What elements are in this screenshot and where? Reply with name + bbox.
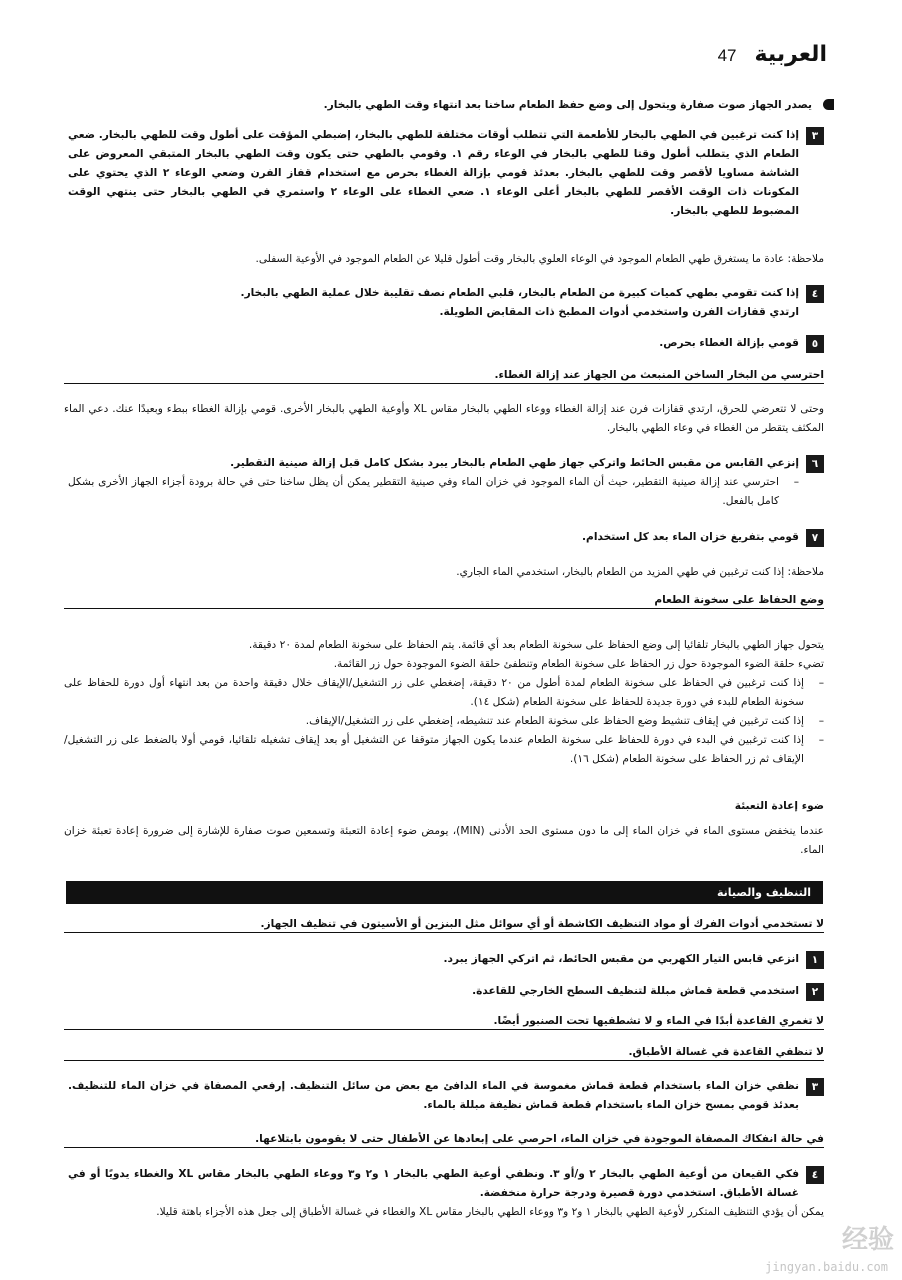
step-number: ٣: [806, 1078, 824, 1096]
step-text-2: ارتدي قفازات الفرن واستخدمي أدوات المطبخ ذات المقابض الطويلة.: [439, 306, 799, 318]
keep-warm-para-1: يتحول جهاز الطهي بالبخار تلقائيا إلى وضع الحفاظ على سخونة الطعام بعد أي قائمة. يتم الحفاظ على سخونة الطعام لمدة ٢٠ دقيقة.: [248, 639, 824, 651]
step-text: انزعي قابس التيار الكهربي من مقبس الحائط، ثم اتركي الجهاز يبرد.: [443, 953, 799, 965]
dash-marker: –: [818, 715, 824, 727]
step-text: إذا كنت تقومي بطهي كميات كبيرة من الطعام بالبخار، قلبي الطعام نصف تقليبة خلال عملية الطهي بالبخار.: [240, 287, 799, 299]
cleaning-step-1: [68, 950, 824, 969]
note-2: ملاحظة: إذا كنت ترغبين في طهي المزيد من الطعام بالبخار، استخدمي الماء الجاري.: [456, 566, 824, 578]
cleaning-warning-4: في حالة انفكاك المصفاة الموجودة في خزان الماء، احرصي على إبعادها عن الأطفال حتى لا يقومون بابتلاعها.: [64, 1133, 824, 1148]
language-title: العربية: [754, 42, 827, 67]
cleaning-step-2: [68, 982, 824, 1001]
page-header: [718, 42, 827, 67]
step-text: قومي بتفريغ خزان الماء بعد كل استخدام.: [582, 531, 799, 543]
dash-text: إذا كنت ترغبين في الحفاظ على سخونة الطعام لمدة أطول من ٢٠ دقيقة، إضغطي على زر التشغيل/الإيقاف خلال دقيقة واحدة من بعد انتهاء أول دورة للحفاظ على سخونة الطعام للبدء في دورة جديدة للحفاظ على سخونة الطعام (شكل ١٤).: [64, 677, 804, 708]
dash-text: إذا كنت ترغبين في إيقاف تنشيط وضع الحفاظ على سخونة الطعام عند تنشيطه، إضغطي على زر التشغيل/الإيقاف.: [305, 715, 804, 727]
page-number: 47: [717, 46, 737, 65]
refill-heading: ضوء إعادة التعبئة: [734, 800, 824, 812]
cleaning-warning-3: لا تنظفي القاعدة في غسالة الأطباق.: [64, 1046, 824, 1061]
step-number: ٢: [806, 983, 824, 1001]
step-text: قومي بإزالة الغطاء بحرص.: [659, 337, 799, 349]
keep-warm-para-2: تضيء حلقة الضوء الموجودة حول زر الحفاظ على سخونة الطعام وتنطفئ حلقة الضوء الموجودة حول زر القائمة.: [333, 658, 824, 670]
dash-text: إذا كنت ترغبين في البدء في دورة للحفاظ على سخونة الطعام عندما يكون الجهاز متوقفا عن التشغيل أو بعد إيقاف تشغيله تلقائيا، قومي أولا بالضغط على زر التشغيل/الإيقاف ثم زر الحفاظ على سخونة الطعام (شكل ١٦).: [64, 734, 804, 765]
intro-bullet-text: يصدر الجهاز صوت صفارة ويتحول إلى وضع حفظ الطعام ساخنا بعد انتهاء وقت الطهي بالبخار.: [323, 99, 812, 111]
step-6: [68, 454, 824, 511]
warning-text: وحتى لا تتعرضي للحرق، ارتدي قفازات فرن عند إزالة الغطاء ووعاء الطهي بالبخار مقاس XL وأوعية الطهي بالبخار الأخرى. قومي بإزالة الغطاء ببطء وبعيدًا عنك. دعي الماء المكثف يتقطر من الغطاء في وعاء الطهي بالبخار.: [64, 403, 824, 434]
cleaning-step-4: [68, 1165, 824, 1222]
keep-warm-section: [64, 636, 824, 769]
dash-marker: –: [818, 734, 824, 746]
step-number: ٣: [806, 127, 824, 145]
cleaning-section-bar: التنظيف والصيانة: [66, 881, 823, 904]
warning-heading: احترسي من البخار الساخن المنبعث من الجهاز عند إزالة الغطاء.: [64, 369, 824, 384]
step-5: [68, 334, 824, 353]
step-7: [68, 528, 824, 547]
note-1: ملاحظة: عادة ما يستغرق طهي الطعام الموجود في الوعاء العلوي بالبخار وقت أطول قليلا عن الطعام الموجود في الأوعية السفلى.: [255, 253, 824, 265]
watermark-site: jingyan.baidu.com: [765, 1260, 888, 1274]
dash-marker: –: [818, 677, 824, 689]
step-number: ١: [806, 951, 824, 969]
refill-text: عندما ينخفض مستوى الماء في خزان الماء إلى ما دون مستوى الحد الأدنى (MIN)، يومض ضوء إعادة التعبئة وتسمعين صوت صفارة للإشارة إلى ضرورة إعادة تعبئة خزان الماء.: [64, 825, 824, 856]
cleaning-warning-2: لا تغمري القاعدة أبدًا في الماء و لا تشطفيها تحت الصنبور أيضًا.: [64, 1015, 824, 1030]
cleaning-step-3: [68, 1077, 824, 1115]
dash-marker: –: [793, 476, 799, 488]
bullet-icon: [823, 99, 834, 110]
keep-warm-heading: وضع الحفاظ على سخونة الطعام: [64, 594, 824, 609]
step-text: استخدمي قطعة قماش مبللة لتنظيف السطح الخارجي للقاعدة.: [472, 985, 799, 997]
cleaning-warning-1: لا تستخدمي أدوات الفرك أو مواد التنظيف الكاشطة أو أي سوائل مثل البنزين أو الأسيتون في تنظيف الجهاز.: [64, 918, 824, 933]
step-text: نظفي خزان الماء باستخدام قطعة قماش مغموسة في الماء الدافئ مع بعض من سائل التنظيف. إرفعي المصفاة في خزان الماء للتنظيف. بعدئذ قومي بمسح خزان الماء باستخدام قطعة قماش نظيفة مبللة بالماء.: [68, 1080, 799, 1111]
step-3: [68, 126, 824, 221]
step-number: ٥: [806, 335, 824, 353]
watermark-logo: 经验: [841, 1225, 894, 1255]
step-4-note: يمكن أن يؤدي التنظيف المتكرر لأوعية الطهي بالبخار ١ و٢ و٣ ووعاء الطهي بالبخار مقاس XL والغطاء في غسالة الأطباق إلى جعل هذه الأجزاء باهتة قليلا.: [156, 1206, 824, 1218]
step-number: ٤: [806, 1166, 824, 1184]
step-4: [68, 284, 824, 322]
step-text: فكي القيعان من أوعية الطهي بالبخار ٢ و/أو ٣. ونظفي أوعية الطهي بالبخار ١ و٢ و٣ ووعاء الطهي بالبخار مقاس XL والغطاء يدويًا أو في غسالة الأطباق. استخدمي دورة قصيرة ودرجة حرارة منخفضة.: [68, 1168, 800, 1199]
step-number: ٤: [806, 285, 824, 303]
step-text: إنزعي القابس من مقبس الحائط واتركي جهاز طهي الطعام بالبخار يبرد بشكل كامل قبل إزالة صينية التقطير.: [230, 457, 799, 469]
dash-text: احترسي عند إزالة صينية التقطير، حيث أن الماء الموجود في خزان الماء وفي صينية التقطير يمكن أن يظل ساخنا حتى في حالة برودة أجزاء الجهاز الأخرى بشكل كامل بالفعل.: [68, 476, 779, 507]
step-number: ٦: [806, 455, 824, 473]
step-number: ٧: [806, 529, 824, 547]
step-text: إذا كنت ترغبين في الطهي بالبخار للأطعمة التي تتطلب أوقات مختلفة للطهي بالبخار، إضبطي المؤقت على أطول وقت للطهي بالبخار. ضعي الطعام الذي يتطلب أطول وقتا للطهي بالبخار في الوعاء رقم ١. وقومي بالطهي حتى يكون وقت الطهي بالبخار المتبقي المعروض على الشاشة مساويا لأقصر وقت للطهي بالبخار. بعدئذ قومي بإزالة الغطاء بحرص مع استخدام قفاز الفرن وضعي الوعاء ٢ الذي يحتوي على المكونات ذات الوقت الأقصر للطهي بالبخار أعلى الوعاء ١. ضعي الغطاء على الوعاء ٢ واستمري في الطهي بالبخار حتى ينتهي الوقت المضبوط للطهي بالبخار.: [68, 129, 799, 217]
